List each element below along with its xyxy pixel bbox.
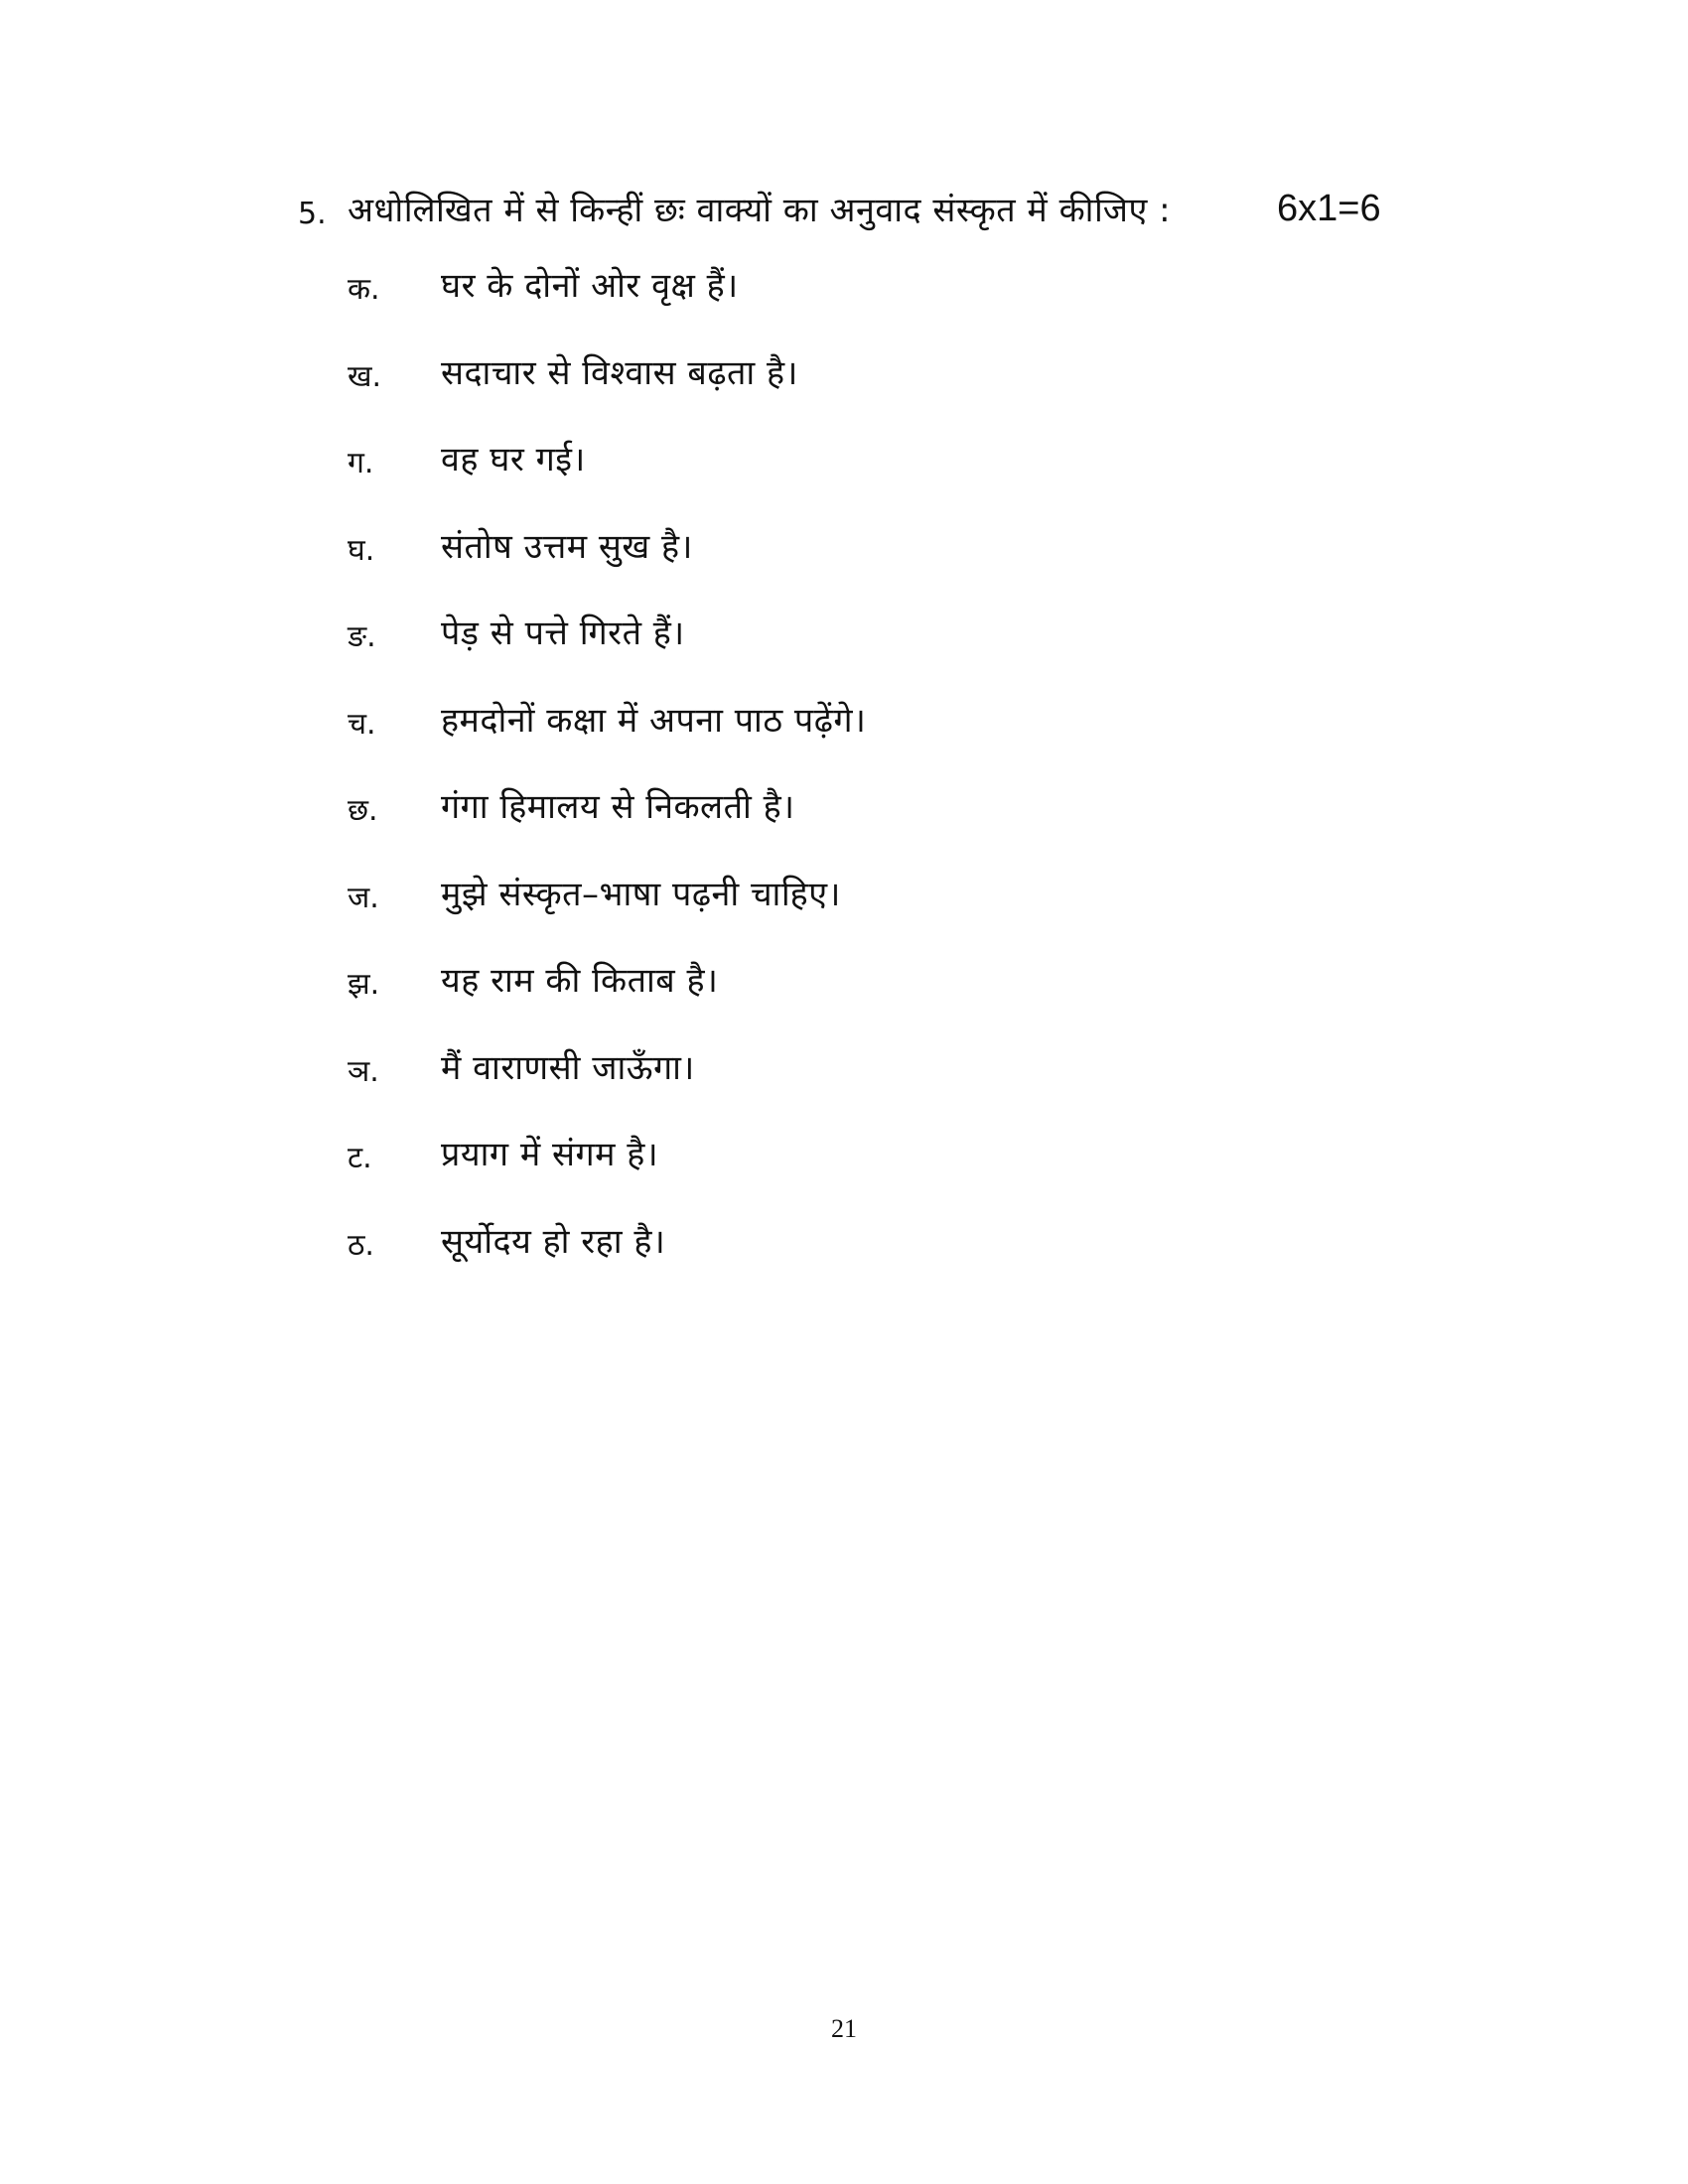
item-sentence: यह राम की किताब है। — [441, 961, 719, 1001]
item-sentence: गंगा हिमालय से निकलती है। — [441, 787, 795, 827]
item-sentence: मुझे संस्कृत–भाषा पढ़नी चाहिए। — [441, 874, 841, 914]
item-sentence: पेड़ से पत्ते गिरते हैं। — [441, 614, 685, 653]
list-item — [348, 262, 1241, 349]
item-sentence: सदाचार से विश्वास बढ़ता है। — [441, 352, 798, 393]
question-marks: 6x1=6 — [1277, 188, 1381, 229]
list-item — [348, 697, 1241, 784]
item-label: घ. — [348, 532, 375, 568]
item-sentence: सूर्योदय हो रहा है। — [441, 1221, 666, 1262]
item-label: च. — [348, 706, 376, 742]
item-label: छ. — [348, 793, 378, 828]
item-label: ठ. — [348, 1227, 374, 1263]
list-item — [348, 436, 1241, 523]
list-item — [348, 1131, 1241, 1218]
item-label: क. — [348, 272, 380, 307]
list-item — [348, 1044, 1241, 1132]
item-label: ज. — [348, 880, 379, 915]
list-item — [348, 610, 1241, 697]
list-item — [348, 783, 1241, 871]
question-5 — [298, 185, 1390, 240]
item-sentence: घर के दोनों ओर वृक्ष हैं। — [441, 266, 739, 306]
question-instruction: अधोलिखित में से किन्हीं छः वाक्यों का अनुवाद संस्कृत में कीजिए : — [348, 191, 1172, 230]
list-item — [348, 349, 1241, 437]
item-label: ङ. — [348, 619, 376, 654]
item-sentence: प्रयाग में संगम है। — [441, 1135, 659, 1174]
list-item — [348, 871, 1241, 958]
item-label: ञ. — [348, 1053, 379, 1089]
list-item — [348, 523, 1241, 611]
list-item — [348, 957, 1241, 1044]
item-label: ख. — [348, 358, 382, 394]
question-number: 5. — [298, 197, 327, 231]
item-label: ग. — [348, 446, 374, 480]
item-sentence: हमदोनों कक्षा में अपना पाठ पढ़ेंगे। — [441, 700, 867, 741]
item-sentence: वह घर गई। — [441, 440, 586, 479]
item-sentence: संतोष उत्तम सुख है। — [441, 526, 693, 567]
item-label: झ. — [348, 967, 380, 1002]
item-sentence: मैं वाराणसी जाऊँगा। — [441, 1047, 695, 1088]
item-label: ट. — [348, 1141, 372, 1175]
sentence-list — [348, 262, 1241, 1304]
page-number: 21 — [831, 2014, 857, 2043]
list-item — [348, 1218, 1241, 1305]
